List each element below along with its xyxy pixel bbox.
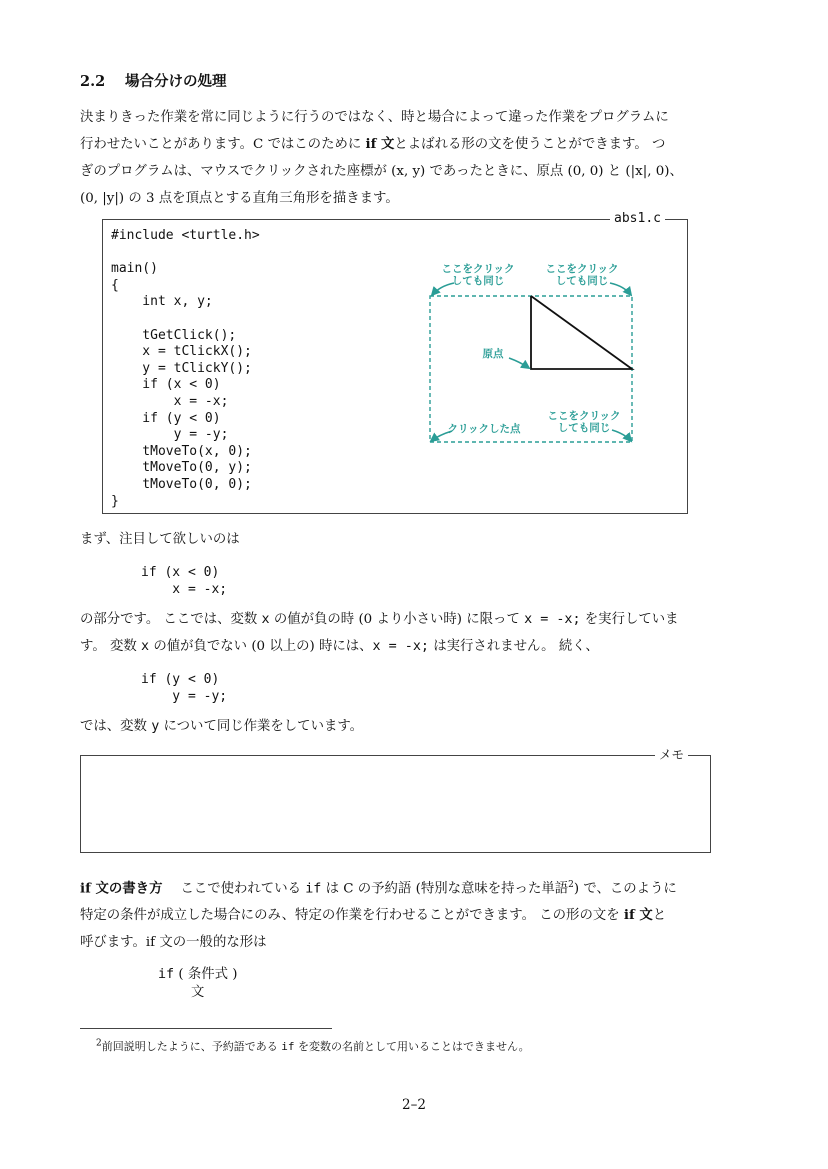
intro-line-4: (0, |y|) の 3 点を頂点とする直角三角形を描きます。 bbox=[80, 191, 399, 206]
if-syntax-paragraph bbox=[80, 872, 712, 956]
body-text-2 bbox=[80, 606, 712, 660]
footnote-mark: 2 bbox=[96, 1038, 102, 1049]
body2-text-f: は実行されません。 続く、 bbox=[428, 639, 599, 654]
arrow-bottom-right bbox=[612, 430, 631, 441]
if-form-keyword: if bbox=[158, 967, 175, 982]
section-number: 2.2 bbox=[80, 73, 106, 90]
label-bottom-right-1: ここをクリック bbox=[547, 410, 621, 422]
arrow-origin bbox=[509, 358, 529, 368]
section-heading bbox=[80, 70, 227, 91]
memo-box bbox=[80, 747, 711, 853]
intro-line-2 bbox=[80, 131, 712, 158]
label-top-right-1: ここをクリック bbox=[545, 263, 619, 275]
ifsyntax-text-c: ) で、このように bbox=[573, 881, 677, 897]
if-keyword: if bbox=[305, 881, 322, 897]
ifsyntax-text-b: は C の予約語 (特別な意味を持った単語 bbox=[321, 881, 569, 897]
if-statement-term-2: if 文 bbox=[623, 907, 653, 924]
var-x: x bbox=[261, 612, 270, 627]
code-filename: abs1.c bbox=[610, 211, 665, 227]
arrow-top-left bbox=[432, 283, 454, 295]
footnote-text-a: 前回説明したように、予約語である bbox=[101, 1040, 282, 1053]
if-statement-term: if 文 bbox=[365, 136, 395, 152]
ifsyntax-text-e: と bbox=[652, 908, 667, 924]
ifsyntax-text-a: ここで使われている bbox=[180, 881, 306, 897]
body2-text-a: の部分です。 ここでは、変数 bbox=[80, 612, 262, 627]
label-top-left-2: しても同じ bbox=[451, 275, 505, 287]
footnote bbox=[96, 1038, 530, 1054]
body2-text-b: の値が負の時 (0 より小さい時) に限って bbox=[269, 612, 525, 627]
body-text-2-line-2 bbox=[80, 633, 712, 660]
body3-text-b: について同じ作業をしています。 bbox=[159, 719, 364, 734]
code-snippet-x: if (x < 0) x = -x; bbox=[141, 565, 228, 597]
body-text-2-line-1 bbox=[80, 606, 712, 633]
triangle-diagram bbox=[420, 258, 645, 453]
label-origin: 原点 bbox=[482, 348, 504, 360]
if-syntax-line-3: 呼びます。if 文の一般的な形は bbox=[80, 935, 267, 951]
body3-text-a: では、変数 bbox=[80, 719, 152, 734]
ifsyntax-text-d: 特定の条件が成立した場合にのみ、特定の作業を行わせることができます。 この形の文を bbox=[80, 908, 624, 924]
arrow-top-right bbox=[610, 283, 631, 295]
body-text-3 bbox=[80, 713, 712, 740]
right-triangle bbox=[531, 296, 632, 369]
intro-line-1: 決まりきった作業を常に同じように行うのではなく、時と場合によって違った作業をプログラムに bbox=[80, 110, 669, 125]
intro-line-3: ぎのプログラムは、マウスでクリックされた座標が (x, y) であったときに、原点 (0, 0) と (|x|, 0)、 bbox=[80, 164, 683, 179]
stmt-x-neg: x = -x; bbox=[524, 612, 581, 627]
label-clicked-point: クリックした点 bbox=[447, 423, 521, 435]
footnote-rule bbox=[80, 1028, 332, 1029]
body2-text-d: す。 変数 bbox=[80, 639, 142, 654]
if-form-line-2: 文 bbox=[191, 985, 205, 1000]
if-syntax-line-1 bbox=[80, 872, 712, 902]
body-text-1: まず、注目して欲しいのは bbox=[80, 532, 240, 547]
if-general-form bbox=[158, 966, 238, 1002]
code-listing: #include <turtle.h> main() { int x, y; tGetClick(); x = tClickX(); y = tClickY(); if (x < 0) x = -x; if (y < 0) y = -y; tMoveTo(x, 0); tMoveTo(0, y); tMoveTo(0, 0); } bbox=[111, 228, 260, 509]
label-bottom-right-2: しても同じ bbox=[557, 422, 611, 434]
intro-line-2-text: 行わせたいことがあります。C ではこのために bbox=[80, 137, 366, 152]
var-y: y bbox=[151, 719, 160, 734]
intro-paragraph bbox=[80, 104, 712, 212]
footnote-text-b: を変数の名前として用いることはできません。 bbox=[294, 1040, 530, 1053]
footnote-ref: 2 bbox=[568, 880, 574, 890]
code-snippet-y: if (y < 0) y = -y; bbox=[141, 672, 228, 704]
label-top-left-1: ここをクリック bbox=[441, 263, 515, 275]
if-form-line-1 bbox=[158, 966, 238, 984]
body2-text-e: の値が負でない (0 以上の) 時には、 bbox=[149, 639, 373, 654]
body2-text-c: を実行していま bbox=[580, 612, 679, 627]
footnote-keyword: if bbox=[281, 1040, 295, 1053]
stmt-x-neg-2: x = -x; bbox=[372, 639, 429, 654]
section-title: 場合分けの処理 bbox=[125, 73, 227, 90]
intro-line-2-rest: とよばれる形の文を使うことができます。 つ bbox=[394, 137, 666, 152]
if-syntax-heading: if 文の書き方 bbox=[80, 880, 163, 897]
memo-title: メモ bbox=[655, 747, 688, 763]
if-form-condition: ( 条件式 ) bbox=[174, 967, 238, 982]
label-top-right-2: しても同じ bbox=[555, 275, 609, 287]
page-number: 2–2 bbox=[402, 1097, 426, 1113]
if-syntax-line-2 bbox=[80, 902, 712, 929]
var-x-2: x bbox=[141, 639, 150, 654]
